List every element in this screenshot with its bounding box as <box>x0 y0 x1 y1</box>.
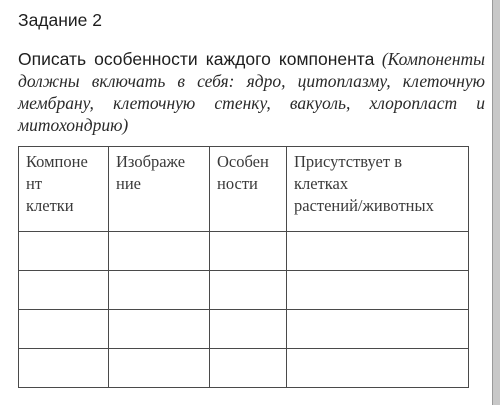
table-cell <box>287 349 469 388</box>
table-cell <box>287 232 469 271</box>
table-cell <box>210 271 287 310</box>
task-note: (Компоненты должны включать в себя: ядро, цитоплазму, клеточную мембрану, клеточную стенку, вакуоль, хлоропласт и митохондрию) <box>18 49 485 135</box>
table-cell <box>19 310 109 349</box>
task-text <box>18 48 485 136</box>
task-heading: Задание 2 <box>18 10 103 30</box>
header-cell-component: Компоне нт клетки <box>19 147 109 232</box>
table-cell <box>109 271 210 310</box>
task-instruction: Описать особенности каждого компонента <box>18 49 375 69</box>
table-cell <box>210 232 287 271</box>
cell-components-table <box>18 146 469 388</box>
header-cell-features: Особен ности <box>210 147 287 232</box>
table-cell <box>210 310 287 349</box>
table-cell <box>210 349 287 388</box>
table-header-row <box>19 147 469 232</box>
table-row <box>19 349 469 388</box>
table-cell <box>19 271 109 310</box>
table-row <box>19 271 469 310</box>
table-row <box>19 310 469 349</box>
header-cell-presence: Присутствует в клетках растений/животных <box>287 147 469 232</box>
table-cell <box>287 310 469 349</box>
table-cell <box>109 232 210 271</box>
table-cell <box>19 232 109 271</box>
header-cell-image: Изображе ние <box>109 147 210 232</box>
table-cell <box>19 349 109 388</box>
table-cell <box>287 271 469 310</box>
table-cell <box>109 349 210 388</box>
table-row <box>19 232 469 271</box>
table-cell <box>109 310 210 349</box>
